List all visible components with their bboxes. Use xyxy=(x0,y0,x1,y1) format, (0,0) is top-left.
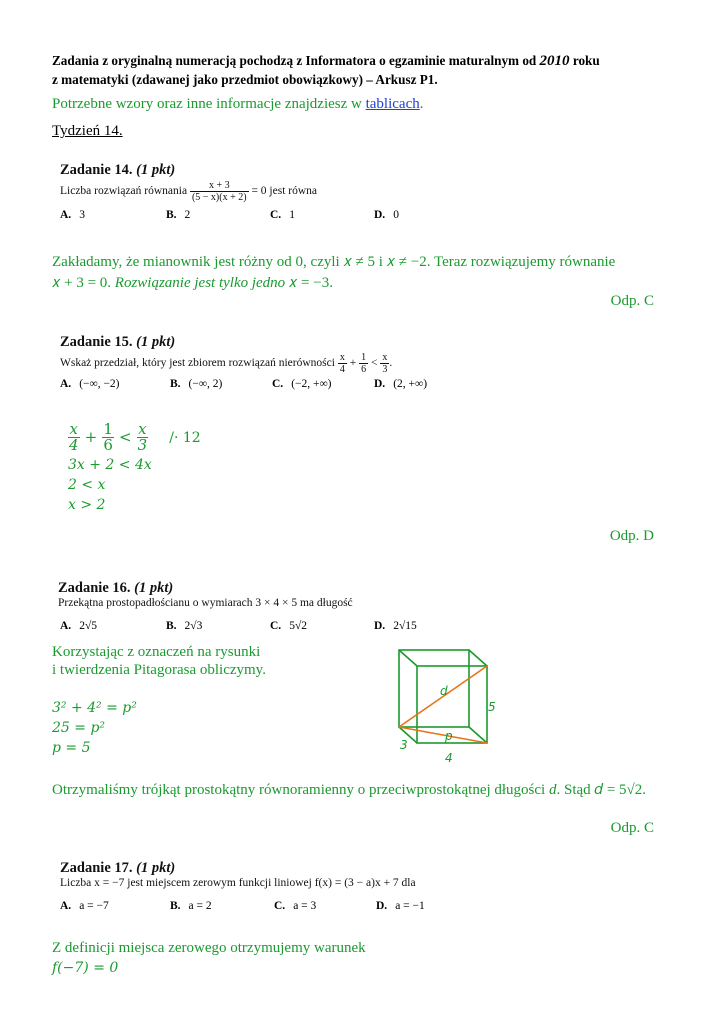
task15-step-3: 𝑥 > 2 xyxy=(68,497,106,513)
task14-option-d: D. 0 xyxy=(374,209,399,221)
task14-option-a: A. 3 xyxy=(60,209,85,221)
task17-option-d: D. a = −1 xyxy=(376,900,425,912)
task15-step-1: 3𝑥 + 2 < 4𝑥 xyxy=(68,457,152,473)
header-line-1: Zadania z oryginalną numeracją pochodzą z Informatora o egzaminie maturalnym od 2010 roku xyxy=(52,53,600,69)
base-diagonal-p xyxy=(399,727,487,743)
task16-answer: Odp. C xyxy=(610,820,654,836)
task14-option-b: B. 2 xyxy=(166,209,191,221)
task16-option-c: C. 5√2 xyxy=(270,620,307,632)
task15-option-c: C. (−2, +∞) xyxy=(272,378,332,390)
task14-solution-line-2: 𝑥 + 3 = 0. Rozwiązanie jest tylko jedno 𝑥 = −3. xyxy=(52,275,333,291)
task14-text: Liczba rozwiązań równania $\frac{x + 3}{(5 - x)(x + 2)}$ = 0 jest równa xyxy=(60,180,318,203)
week-label: Tydzień 14. xyxy=(52,123,123,139)
header-line-2: z matematyki (zdawanej jako przedmiot obowiązkowy) – Arkusz P1. xyxy=(52,72,438,87)
task17-solution-line-2: 𝑓(−7) = 0 xyxy=(52,960,119,976)
task16-step-3: 𝑝 = 5 xyxy=(52,740,91,756)
task15-title: Zadanie 15. (1 pkt) xyxy=(60,334,176,350)
task14-fraction: $\frac{x + 3}{(5 - x)(x + 2)}$ xyxy=(191,180,247,203)
task16-text: Przekątna prostopadłościanu o wymiarach 3 × 4 × 5 ma długość xyxy=(58,597,353,609)
task16-intro-1: Korzystając z oznaczeń na rysunki xyxy=(52,644,261,660)
task16-title: Zadanie 16. (1 pkt) xyxy=(58,580,174,596)
cuboid-back-face xyxy=(399,650,469,727)
task17-option-a: A. a = −7 xyxy=(60,900,109,912)
task17-option-c: C. a = 3 xyxy=(274,900,317,912)
task15-text: Wskaż przedział, który jest zbiorem rozwiązań nierówności $\frac{x}{4}$ + $\frac{1}{6}$ < $\frac{x}{3}$ . xyxy=(60,352,393,375)
task17-option-b: B. a = 2 xyxy=(170,900,212,912)
task15-answer: Odp. D xyxy=(609,528,654,544)
task15-option-a: A. (−∞, −2) xyxy=(60,378,120,390)
label-p: p xyxy=(445,729,453,743)
task14-answer: Odp. C xyxy=(610,293,654,309)
task16-option-d: D. 2√15 xyxy=(374,620,417,632)
task15-step-2: 2 < 𝑥 xyxy=(68,477,106,493)
task14-option-c: C. 1 xyxy=(270,209,295,221)
task16-conclusion: Otrzymaliśmy trójkąt prostokątny równoramienny o przeciwprostokątnej długości d. Stąd 𝑑 = 5√2. xyxy=(52,782,647,798)
task17-solution-line-1: Z definicji miejsca zerowego otrzymujemy warunek xyxy=(52,940,366,956)
task15-option-b: B. (−∞, 2) xyxy=(170,378,223,390)
label-side-b: 4 xyxy=(445,751,453,765)
task16-option-b: B. 2√3 xyxy=(166,620,203,632)
task16-intro-2: i twierdzenia Pitagorasa obliczymy. xyxy=(52,662,266,678)
info-line: Potrzebne wzory oraz inne informacje znajdziesz w tablicach. xyxy=(52,96,424,112)
task17-text: Liczba x = −7 jest miejscem zerowym funkcji liniowej f(x) = (3 − a)x + 7 dla xyxy=(60,877,416,889)
task14-title: Zadanie 14. (1 pkt) xyxy=(60,162,176,178)
task16-option-a: A. 2√5 xyxy=(60,620,97,632)
label-side-a: 3 xyxy=(400,738,408,752)
task17-title: Zadanie 17. (1 pkt) xyxy=(60,860,176,876)
tables-link[interactable]: tablicach xyxy=(365,96,420,112)
task14-solution-line-1: Zakładamy, że mianownik jest różny od 0, czyli 𝑥 ≠ 5 i 𝑥 ≠ −2. Teraz rozwiązujemy równanie xyxy=(52,254,616,270)
task15-multiplier: /· 12 xyxy=(169,430,201,446)
task15-inequality: $\frac{x}{4}$ + $\frac{1}{6}$ < $\frac{x}{3}$ /· 12 xyxy=(69,420,201,454)
task16-step-2: 25 = 𝑝² xyxy=(52,720,106,736)
task16-step-1: 3² + 4² = 𝑝² xyxy=(52,700,137,716)
label-height: 5 xyxy=(488,700,496,714)
task15-option-d: D. (2, +∞) xyxy=(374,378,428,390)
cuboid-diagram xyxy=(390,645,510,770)
label-d: d xyxy=(440,684,448,698)
